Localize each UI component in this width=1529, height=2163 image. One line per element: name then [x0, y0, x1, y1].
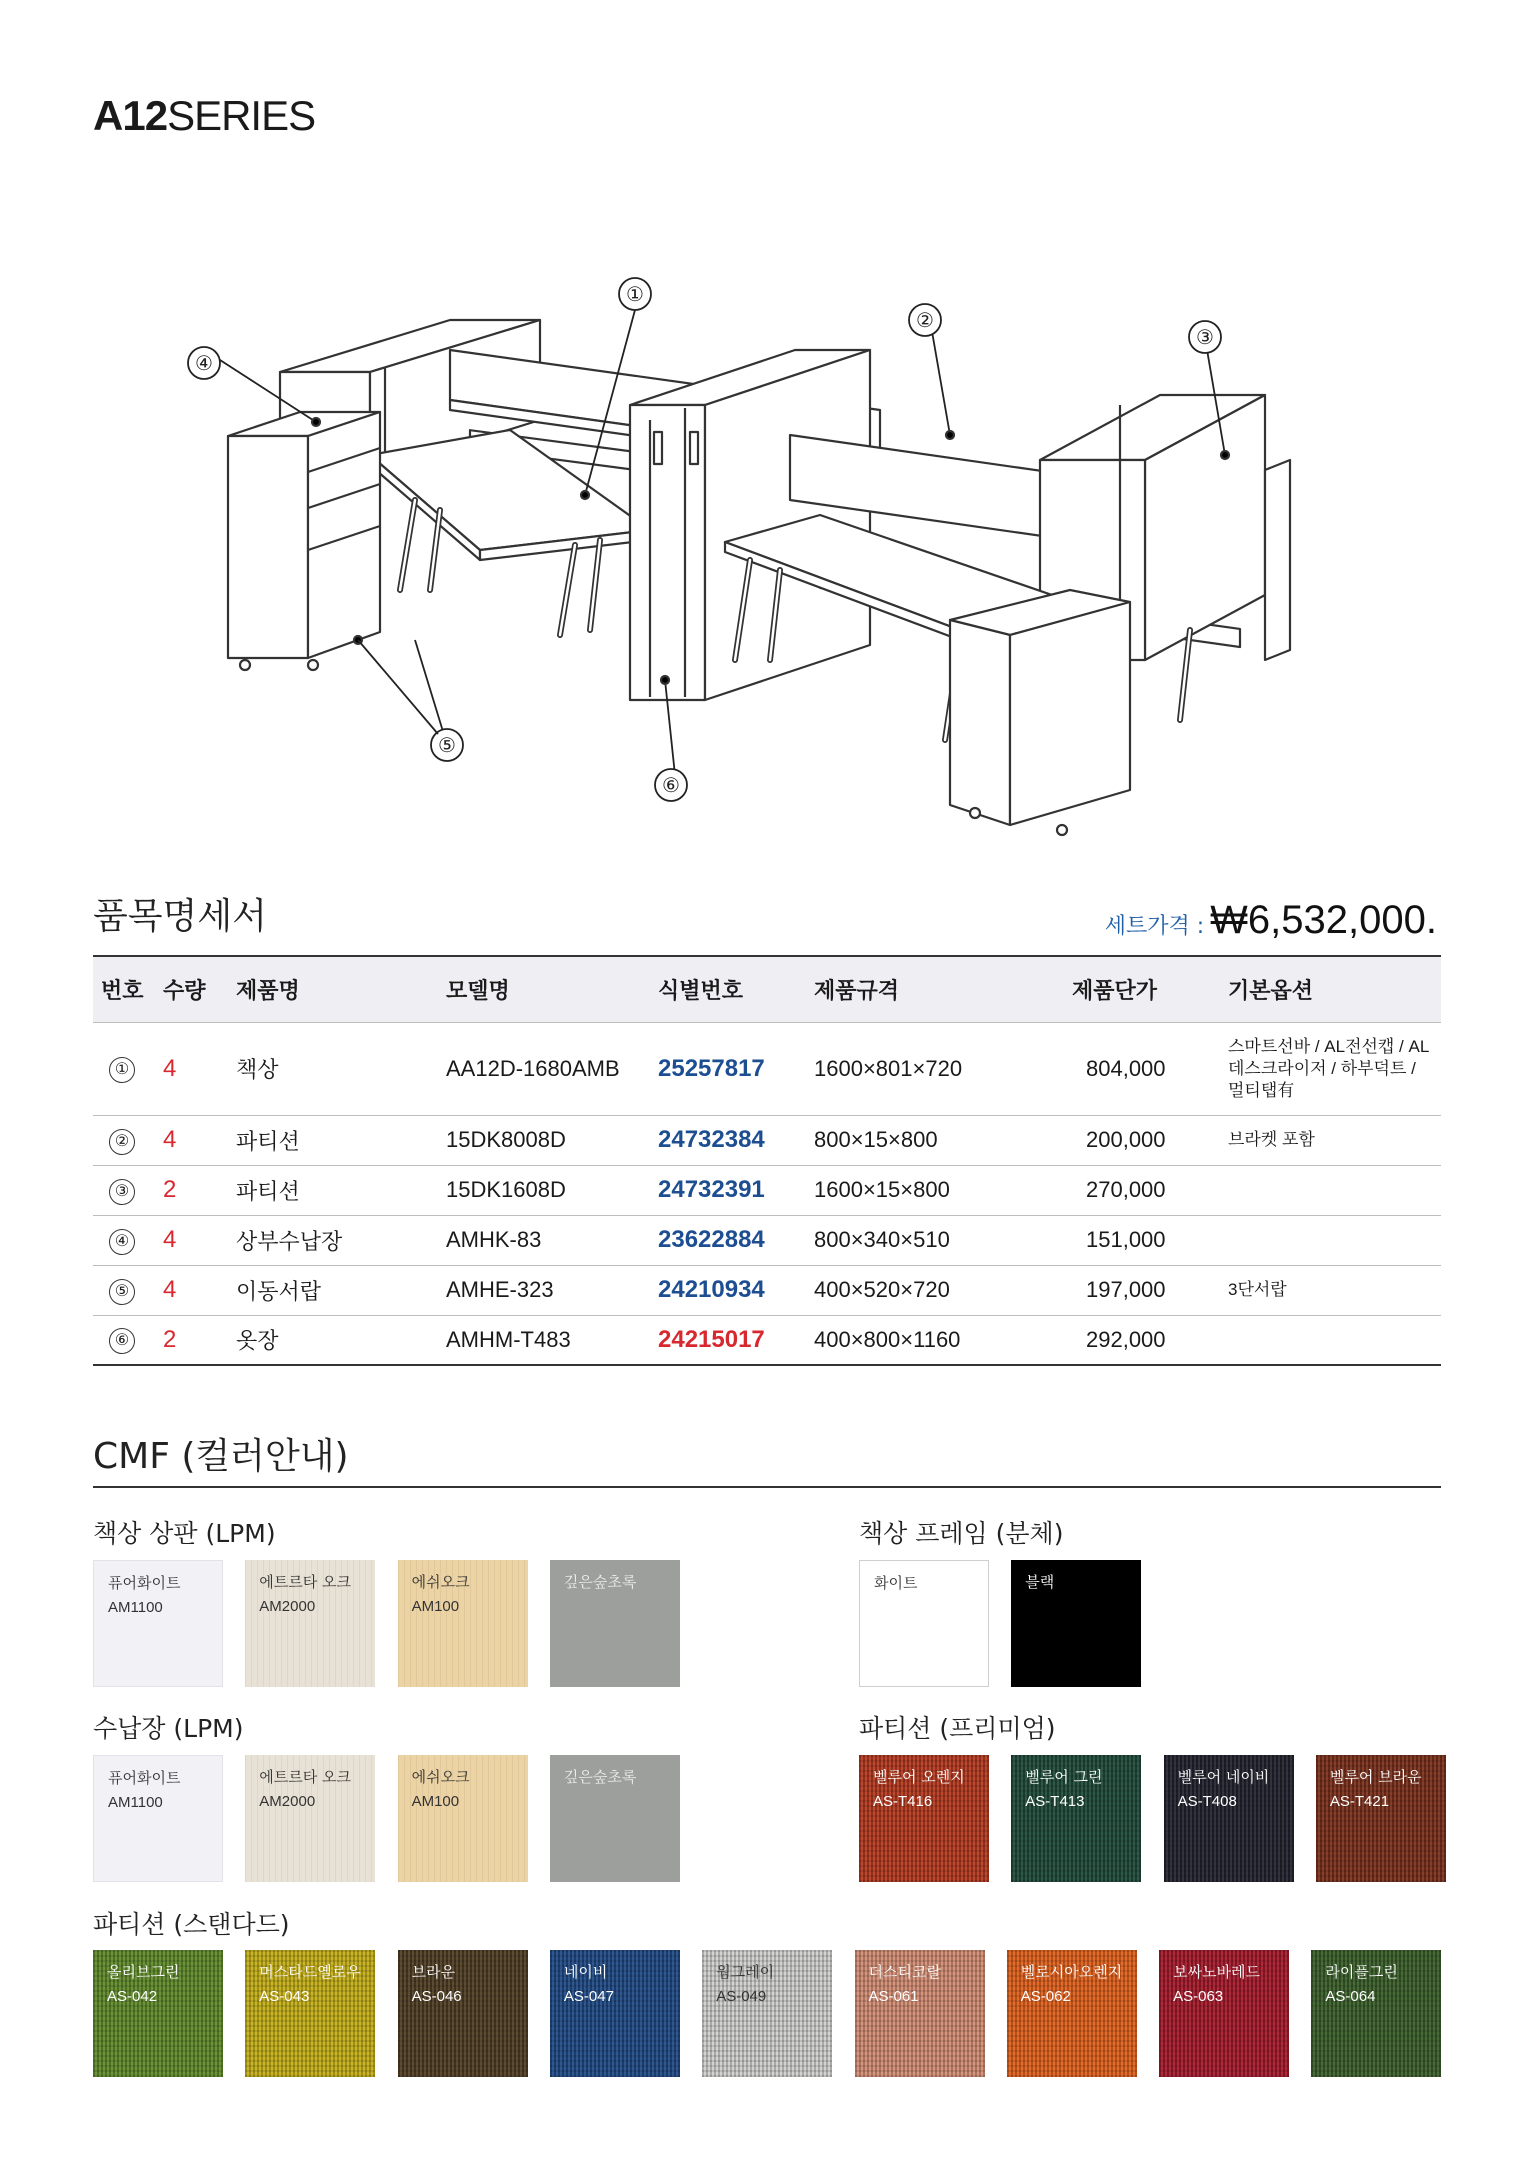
- swatch-name: 벨루어 네이비: [1177, 1768, 1270, 1786]
- row-model: AMHK-83: [446, 1215, 658, 1265]
- swatch-code: AM2000: [259, 1793, 316, 1810]
- swatch-name: 에트르타 오크: [259, 1573, 352, 1591]
- set-price-label: 세트가격 :: [1104, 914, 1205, 939]
- group-title-desk-frame: 책상 프레임 (분체): [859, 1519, 1064, 1548]
- swatch-name: 화이트: [874, 1574, 918, 1592]
- row-price: 151,000: [1072, 1215, 1228, 1265]
- row-model: AMHM-T483: [446, 1315, 658, 1365]
- color-swatch: [855, 1950, 985, 2077]
- color-swatch: [550, 1950, 680, 2077]
- row-number: ③: [109, 1179, 135, 1205]
- row-qty: 4: [163, 1022, 236, 1115]
- spec-header-row: [93, 956, 1441, 1022]
- row-qty: 4: [163, 1115, 236, 1165]
- group-title-desk-top: 책상 상판 (LPM): [93, 1519, 276, 1548]
- callout-4: ④: [195, 351, 213, 375]
- swatch-name: 에트르타 오크: [259, 1768, 352, 1786]
- color-swatch: [93, 1950, 223, 2077]
- group-title-partition-premium: 파티션 (프리미엄): [859, 1714, 1056, 1743]
- row-price: 292,000: [1072, 1315, 1228, 1365]
- col-name: 제품명: [236, 978, 300, 1004]
- swatch-code: AS-T421: [1329, 1793, 1390, 1810]
- swatch-name: 에쉬오크: [411, 1768, 470, 1786]
- row-option: 3단서랍: [1228, 1265, 1441, 1315]
- callout-1: ①: [626, 282, 644, 306]
- swatch-name: 네이비: [563, 1963, 608, 1981]
- swatch-name: 퓨어화이트: [108, 1769, 181, 1787]
- color-swatch: [1316, 1755, 1446, 1882]
- row-model: AMHE-323: [446, 1265, 658, 1315]
- table-row: [93, 1165, 1441, 1215]
- swatch-code: AS-042: [107, 1988, 158, 2005]
- color-swatch: [702, 1950, 832, 2077]
- swatch-code: AS-T408: [1177, 1793, 1237, 1810]
- swatch-name: 머스타드옐로우: [259, 1963, 361, 1981]
- row-price: 200,000: [1072, 1115, 1228, 1165]
- table-row: [93, 1115, 1441, 1165]
- callout-3: ③: [1196, 325, 1214, 349]
- color-swatch: [1007, 1950, 1137, 2077]
- row-option: 브라켓 포함: [1228, 1115, 1441, 1165]
- swatch-code: AS-T413: [1025, 1793, 1085, 1810]
- swatch-name: 웜그레이: [716, 1963, 775, 1981]
- row-id: 25257817: [658, 1022, 814, 1115]
- swatch-code: AM1100: [108, 1599, 163, 1616]
- series-title: [93, 92, 315, 140]
- row-id: 23622884: [658, 1215, 814, 1265]
- swatch-code: AS-064: [1325, 1988, 1376, 2005]
- swatch-code: AM1100: [108, 1794, 163, 1811]
- color-swatch: [550, 1755, 680, 1882]
- series-code: A12: [93, 92, 168, 139]
- swatch-code: AM100: [411, 1598, 460, 1615]
- row-option: [1228, 1215, 1441, 1265]
- row-size: 800×340×510: [814, 1215, 1072, 1265]
- swatch-code: AS-T416: [873, 1793, 933, 1810]
- color-swatch: [398, 1560, 528, 1687]
- row-qty: 4: [163, 1215, 236, 1265]
- set-price-value: ₩6,532,000.: [1210, 898, 1437, 942]
- color-swatch: [1311, 1950, 1441, 2077]
- row-name: 상부수납장: [236, 1215, 446, 1265]
- color-swatch: [550, 1560, 680, 1687]
- row-size: 400×520×720: [814, 1265, 1072, 1315]
- row-id: 24210934: [658, 1265, 814, 1315]
- color-swatch: [1159, 1950, 1289, 2077]
- group-title-partition-standard: 파티션 (스탠다드): [93, 1910, 290, 1939]
- swatch-name: 올리브그린: [107, 1963, 180, 1981]
- group-title-storage: 수납장 (LPM): [93, 1714, 244, 1743]
- swatch-name: 보싸노바레드: [1173, 1963, 1261, 1981]
- row-price: 804,000: [1072, 1022, 1228, 1115]
- color-swatch: [1011, 1755, 1141, 1882]
- swatch-code: AS-063: [1173, 1988, 1224, 2005]
- row-qty: 4: [163, 1265, 236, 1315]
- cmf-title: CMF (컬러안내): [93, 1436, 349, 1477]
- col-option: 기본옵션: [1228, 978, 1314, 1004]
- swatch-name: 벨루어 그린: [1025, 1768, 1103, 1786]
- color-swatch: [859, 1560, 989, 1687]
- row-size: 800×15×800: [814, 1115, 1072, 1165]
- swatch-code: AS-062: [1020, 1988, 1071, 2005]
- row-name: 파티션: [236, 1115, 446, 1165]
- table-row: [93, 1022, 1441, 1115]
- swatch-code: AS-061: [868, 1988, 919, 2005]
- col-qty: 수량: [163, 978, 206, 1004]
- row-number: ⑤: [109, 1279, 135, 1305]
- row-id: 24732391: [658, 1165, 814, 1215]
- col-model: 모델명: [446, 978, 510, 1004]
- color-swatch: [245, 1950, 375, 2077]
- swatch-name: 퓨어화이트: [108, 1574, 181, 1592]
- row-id: 24732384: [658, 1115, 814, 1165]
- col-size: 제품규격: [814, 978, 900, 1004]
- table-row: [93, 1315, 1441, 1365]
- swatch-name: 깊은숲초록: [563, 1768, 637, 1786]
- series-word: SERIES: [167, 92, 316, 139]
- row-name: 이동서랍: [236, 1265, 446, 1315]
- row-qty: 2: [163, 1165, 236, 1215]
- swatch-code: AM2000: [259, 1598, 316, 1615]
- col-id: 식별번호: [658, 978, 744, 1004]
- swatch-code: AM100: [411, 1793, 460, 1810]
- swatch-name: 벨루어 브라운: [1329, 1768, 1422, 1786]
- set-price: [1105, 898, 1437, 943]
- row-price: 197,000: [1072, 1265, 1228, 1315]
- swatch-code: AS-043: [259, 1988, 310, 2005]
- row-name: 파티션: [236, 1165, 446, 1215]
- row-price: 270,000: [1072, 1165, 1228, 1215]
- spec-table: [93, 955, 1441, 1366]
- swatch-code: AS-049: [716, 1988, 767, 2005]
- color-swatch: [398, 1755, 528, 1882]
- row-number: ④: [109, 1229, 135, 1255]
- swatch-name: 더스티코랄: [868, 1963, 941, 1981]
- swatch-name: 블랙: [1025, 1573, 1055, 1591]
- color-swatch: [245, 1560, 375, 1687]
- row-size: 1600×15×800: [814, 1165, 1072, 1215]
- row-name: 옷장: [236, 1315, 446, 1365]
- row-model: 15DK1608D: [446, 1165, 658, 1215]
- swatch-name: 깊은숲초록: [563, 1573, 637, 1591]
- callout-5: ⑤: [438, 733, 456, 757]
- col-no: 번호: [101, 978, 144, 1004]
- row-number: ⑥: [109, 1328, 135, 1354]
- row-model: 15DK8008D: [446, 1115, 658, 1165]
- color-swatch: [245, 1755, 375, 1882]
- row-number: ②: [109, 1129, 135, 1155]
- row-model: AA12D-1680AMB: [446, 1022, 658, 1115]
- callout-2: ②: [916, 308, 934, 332]
- row-id: 24215017: [658, 1315, 814, 1365]
- color-swatch: [93, 1755, 223, 1882]
- table-row: [93, 1215, 1441, 1265]
- swatch-name: 브라운: [411, 1963, 456, 1981]
- row-option: [1228, 1315, 1441, 1365]
- swatch-code: AS-047: [563, 1988, 614, 2005]
- row-name: 책상: [236, 1022, 446, 1115]
- swatch-name: 에쉬오크: [411, 1573, 470, 1591]
- swatch-name: 라이플그린: [1325, 1963, 1398, 1981]
- row-option: [1228, 1165, 1441, 1215]
- row-option: 스마트선바 / AL전선캡 / AL 데스크라이저 / 하부덕트 / 멀티탭有: [1228, 1022, 1441, 1115]
- spec-title: 품목명세서: [93, 896, 267, 937]
- swatch-name: 벨로시아오렌지: [1020, 1963, 1123, 1981]
- row-qty: 2: [163, 1315, 236, 1365]
- color-swatch: [398, 1950, 528, 2077]
- table-row: [93, 1265, 1441, 1315]
- swatch-code: AS-046: [411, 1988, 462, 2005]
- color-swatch: [1164, 1755, 1294, 1882]
- color-swatch: [1011, 1560, 1141, 1687]
- row-size: 1600×801×720: [814, 1022, 1072, 1115]
- color-swatch: [93, 1560, 223, 1687]
- cmf-divider: [93, 1486, 1441, 1488]
- furniture-illustration: [180, 260, 1340, 840]
- swatch-name: 벨루어 오렌지: [873, 1768, 965, 1786]
- color-swatch: [859, 1755, 989, 1882]
- row-size: 400×800×1160: [814, 1315, 1072, 1365]
- col-price: 제품단가: [1072, 978, 1158, 1004]
- row-number: ①: [109, 1057, 135, 1083]
- callout-6: ⑥: [662, 773, 680, 797]
